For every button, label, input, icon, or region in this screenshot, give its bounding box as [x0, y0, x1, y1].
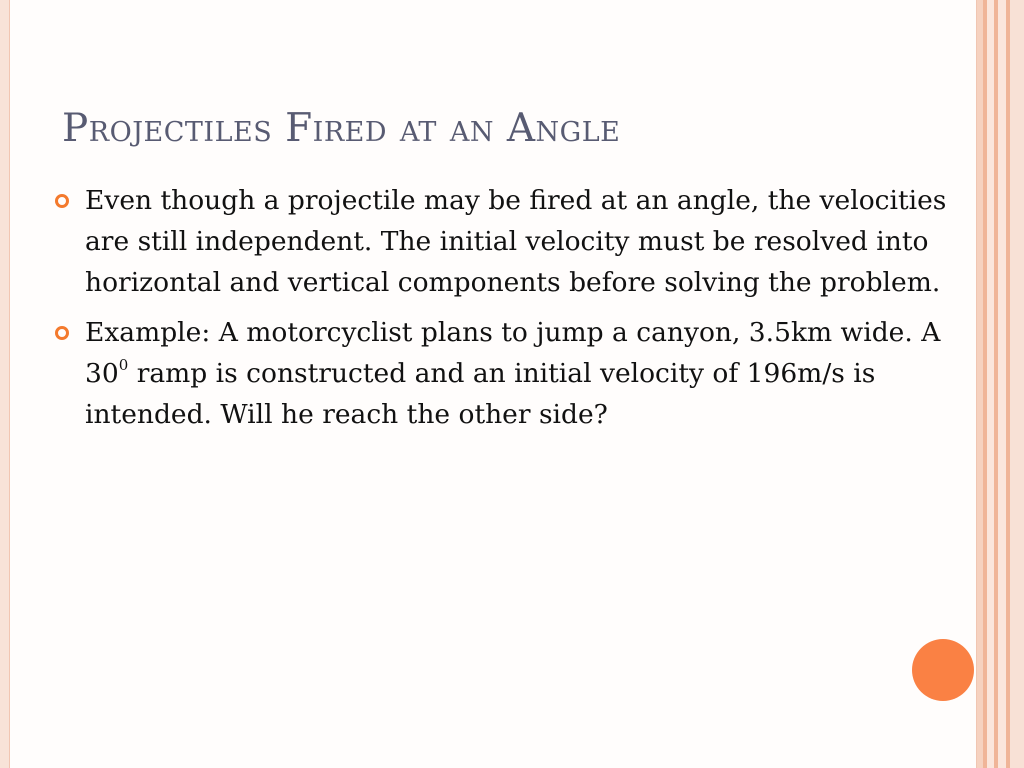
degree-superscript: 0 [118, 356, 129, 375]
decorative-stripe [987, 0, 994, 768]
bullet-text: Even though a projectile may be fired at an angle, the velocities are still independent. The initial velocity must be resolved into horizontal and vertical components before solving the problem. [85, 185, 947, 298]
bullet-ring-icon [55, 194, 69, 208]
bullet-text-part: ramp is constructed and an initial velocity of 196m/s is intended. Will he reach the other side? [85, 358, 876, 430]
bullet-ring-icon [55, 326, 69, 340]
bullet-text-part: Example: A motorcyclist plans to jump a canyon, 3.5km wide. A 30 [85, 317, 941, 389]
bullet-list [52, 180, 967, 444]
decorative-circle [912, 639, 974, 701]
decorative-stripe [998, 0, 1006, 768]
bullet-item [52, 180, 967, 303]
decorative-stripe [1010, 0, 1024, 768]
slide-title: Projectiles Fired at an Angle [62, 106, 621, 151]
bullet-item [52, 312, 967, 435]
